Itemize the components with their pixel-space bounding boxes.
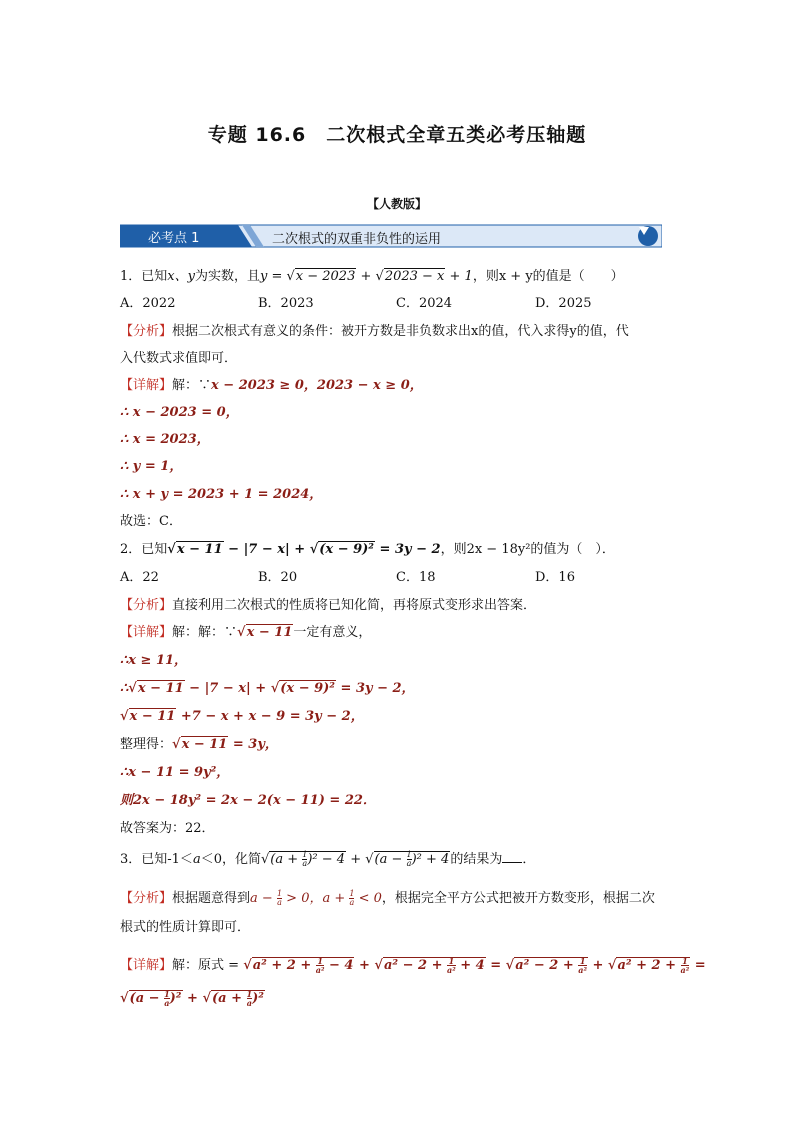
q1-analysis bbox=[120, 320, 629, 339]
detail-label: 【详解】 bbox=[120, 378, 173, 393]
section-banner[interactable] bbox=[120, 223, 662, 249]
q3-step: √a² + 2 + $\frac{1}{\text{a²}}$ − 4 + √a² − 2 + $\frac{1}{\text{a²}}$ + 4 = √a² − 2 + $\frac{1}{\text{a²}}$ + √a² + 2 + $\frac{1}{\text{a²}}$ = bbox=[243, 956, 706, 975]
q2-step bbox=[120, 733, 278, 752]
q1-step: x − 2023 ≥ 0，2023 − x ≥ 0， bbox=[211, 378, 423, 393]
analysis-label: 【分析】 bbox=[120, 598, 173, 613]
q3-analysis-line2: 根式的性质计算即可． bbox=[120, 920, 251, 935]
q3-stem bbox=[120, 848, 535, 868]
q1-step: ∴ x + y = 2023 + 1 = 2024， bbox=[120, 487, 323, 502]
q1-option-b[interactable]: B．2023 bbox=[258, 296, 314, 311]
q1-step: ∴ y = 1， bbox=[120, 459, 183, 474]
q3-step: √(a − $\frac{1}{a}$ )² + √(a + $\frac{1}{a}$ )² bbox=[120, 989, 264, 1008]
q3-condition: a − $\frac{1}{a}$ > 0，a + $\frac{1}{a}$ < 0 bbox=[250, 889, 382, 907]
detail-label: 【详解】 bbox=[120, 958, 173, 973]
q3-prefix: 3．已知-1＜ bbox=[120, 852, 193, 867]
q1-mid: 为实数，且 bbox=[194, 269, 260, 284]
q1-analysis-line1: 根据二次根式有意义的条件：被开方数是非负数求出x的值，代入求得y的值，代 bbox=[172, 324, 629, 339]
q2-step-label: 整理得： bbox=[120, 737, 173, 752]
q2-tail: ，则2x − 18y²的值为（ ）． bbox=[440, 542, 615, 557]
q1-stem bbox=[120, 265, 624, 284]
q3-end: ． bbox=[522, 852, 536, 867]
section-topic: 二次根式的双重非负性的运用 bbox=[272, 232, 442, 247]
q2-step: ∴x ≥ 11， bbox=[120, 653, 188, 668]
q2-answer: 故答案为：22． bbox=[120, 821, 215, 836]
section-tag: 必考点 1 bbox=[148, 231, 200, 246]
q2-step-expr: √x − 11 = 3y， bbox=[172, 737, 278, 752]
q1-step: ∴ x − 2023 = 0， bbox=[120, 405, 239, 420]
q1-detail-lead: 解：∵ bbox=[172, 378, 212, 393]
document-title: 专题 16.6 二次根式全章五类必考压轴题 bbox=[207, 124, 587, 146]
q2-equation: √x − 11 − |7 − x| + √(x − 9)² = 3y − 2 bbox=[167, 542, 441, 557]
q2-stem bbox=[120, 538, 615, 557]
q1-answer: 故选：C． bbox=[120, 514, 182, 529]
var-a: a bbox=[192, 852, 201, 867]
q1-vars: x、y bbox=[167, 269, 195, 284]
q2-step: ∴x − 11 = 9y²， bbox=[120, 765, 230, 780]
q1-option-c[interactable]: C．2024 bbox=[396, 296, 453, 311]
q2-option-a[interactable]: A．22 bbox=[120, 570, 159, 585]
q1-prefix: 1．已知 bbox=[120, 269, 168, 284]
q3-mid: ＜0，化简 bbox=[200, 852, 261, 867]
q1-equation: y = √x − 2023 + √2023 − x + 1 bbox=[259, 269, 473, 284]
q2-step: ∴√x − 11 − |7 − x| + √(x − 9)² = 3y − 2， bbox=[120, 681, 415, 696]
q2-radical: √x − 11 bbox=[237, 625, 293, 640]
edition-label: 【人教版】 bbox=[366, 197, 427, 211]
q2-option-d[interactable]: D．16 bbox=[535, 570, 575, 585]
q2-step: √x − 11 +7 − x + x − 9 = 3y − 2， bbox=[120, 709, 364, 724]
q1-option-a[interactable]: A．2022 bbox=[120, 296, 176, 311]
q2-detail-lead: 解：解：∵ bbox=[172, 625, 238, 640]
q2-option-c[interactable]: C．18 bbox=[396, 570, 436, 585]
q1-option-d[interactable]: D．2025 bbox=[535, 296, 592, 311]
analysis-label: 【分析】 bbox=[120, 891, 173, 906]
q3-detail bbox=[120, 954, 706, 974]
q3-analysis-b: ，根据完全平方公式把被开方数变形，根据二次 bbox=[381, 891, 655, 906]
q1-tail: ，则x + y的值是（ ） bbox=[472, 269, 624, 284]
q1-detail bbox=[120, 374, 423, 393]
q2-option-b[interactable]: B．20 bbox=[258, 570, 298, 585]
q2-detail bbox=[120, 621, 371, 640]
answer-blank[interactable] bbox=[502, 862, 522, 863]
q3-analysis bbox=[120, 887, 655, 907]
q3-detail-lead: 解：原式 = bbox=[172, 958, 240, 973]
q1-options bbox=[120, 292, 680, 310]
detail-label: 【详解】 bbox=[120, 625, 173, 640]
q2-options bbox=[120, 566, 680, 584]
q3-expression: √(a + $\frac{1}{a}$ )² − 4 + √(a − $\frac{1}{a}$ )² + 4 bbox=[260, 850, 450, 868]
q2-analysis-text: 直接利用二次根式的性质将已知化简，再将原式变形求出答案． bbox=[172, 598, 537, 613]
chevron-down-icon[interactable] bbox=[638, 226, 658, 246]
q3-tail: 的结果为 bbox=[450, 852, 503, 867]
q2-prefix: 2．已知 bbox=[120, 542, 168, 557]
q1-analysis-line2: 入代数式求值即可． bbox=[120, 351, 238, 366]
q2-detail-note: 一定有意义， bbox=[293, 625, 372, 640]
q3-analysis-a: 根据题意得到 bbox=[172, 891, 251, 906]
analysis-label: 【分析】 bbox=[120, 324, 173, 339]
q2-step: 则2x − 18y² = 2x − 2(x − 11) = 22． bbox=[120, 793, 376, 808]
q1-step: ∴ x = 2023， bbox=[120, 432, 210, 447]
q2-analysis bbox=[120, 594, 536, 613]
